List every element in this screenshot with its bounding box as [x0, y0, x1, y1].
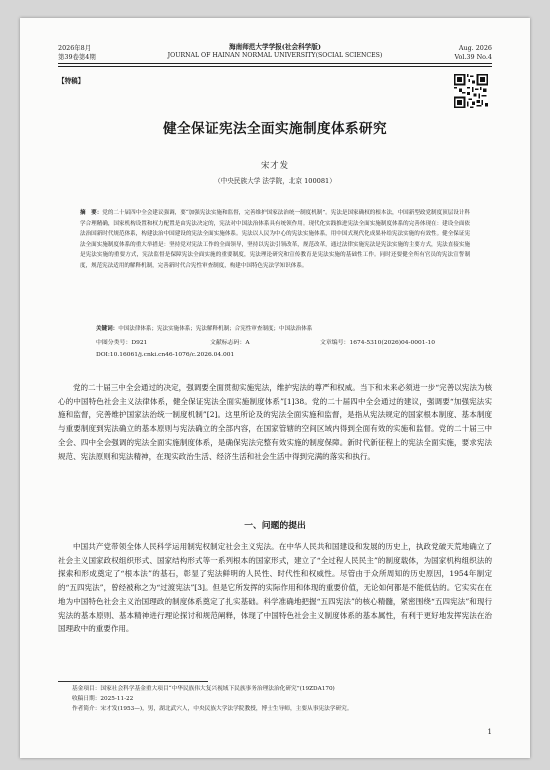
abstract [80, 208, 470, 272]
volume-issue: 第39卷第4期 [58, 53, 96, 61]
article-title: 健全保证宪法全面实施制度体系研究 [163, 121, 387, 137]
issue-date: 2026年8月 [58, 44, 92, 52]
volume-issue-en: Vol.39 No.4 [454, 53, 492, 61]
doi: DOI:10.16061/j.cnki.cn46-1076/c.2026.04.001 [96, 352, 235, 358]
keywords [96, 324, 470, 334]
column-tag: 【特稿】 [58, 77, 85, 85]
article-number: 文章编号：1674-5310(2026)04-0001-10 [320, 340, 435, 346]
footnote-fund: 基金项目：国家社会科学基金重大项目“中华民族伟大复兴视域下民族事务治理法治化研究”(19ZDA170) [72, 686, 335, 692]
header-rule-thin [58, 66, 492, 67]
keywords-label: 关键词： [96, 326, 119, 332]
footnote-author: 作者简介：宋才发(1953—)，男，湖北武穴人，中央民族大学法学院教授，博士生导师，主要从事宪法学研究。 [72, 706, 353, 712]
header-right [454, 44, 492, 62]
keywords-text: 中国法律体系；宪法实施体系；宪法解释机制；合宪性审查制度；中国法治体系 [118, 326, 313, 332]
section-paragraph: 中国共产党带领全体人民科学运用制宪权制定社会主义宪法。在中华人民共和国建设和发展的历史上，执政党破天荒地确立了社会主义国家政权组织形式、国家结构形式等一系列根本的国家形式，建立了“全过程人民民主”的制度载体，为国家机构组织法的探索和形成奠定了“根本法”的基石，彰显了宪法鲜明的人民性、时代性和权威性。尽管由于众所周知的历史原因，1954年制定的“五四宪法”，曾经被称之为“过渡宪法”[3]。但是它所发挥的实际作用和体现的重要价值，无论如何都是不能低估的。它实实在在地为中国特色社会主义治国理政的制度体系奠定了扎实基础。科学准确地把握“五四宪法”的核心精髓，紧密围绕“五四宪法”和现行宪法的基本原则、基本精神进行理论探讨和规范阐释，体现了中国特色社会主义制度体系的基本属性，有利于更好地发挥宪法在治国理政中的重要作用。 [58, 542, 492, 634]
section-heading: 一、问题的提出 [244, 521, 306, 531]
abstract-text: 党的二十届四中全会建议强调，要“加强宪法实施和监督，完善维护国家法治统一制度机制”。宪法是国家确权的根本法，中国新型政党制度顶层设计科学合理精确，国家机构设置和权力配置是由宪法决定的，宪法对中国法治体系具有统领作用。现代化实践推进宪法全面实施制度体系的完善体现在：建设全面依法治国新时代规范体系，构建法治中国建设的宪法全面实施体系。宪法以人民为中心的宪法实施体系，用中国式现代化成果补给宪法实施的有效性。健全保证宪法全面实施制度体系的重大举措是：坚持党对宪法工作的全面领导，坚持以宪法引领改革，规范改革，通过法律实施宪法是宪法实施的主要方式，宪法直接实施是宪法实施的重要方式，宪法监督是保障宪法全面实施的重要制度，宪法理论研究和宣传教育是宪法实施的基础性工作。同时还要健全所有官员的宪法宣誓制度，规范宪法适用的解释机制，完善新时代合宪性审查制度，构建中国特色宪法学知识体系。 [80, 210, 470, 269]
intro-paragraph: 党的二十届三中全会通过的决定，强调要全面贯彻实施宪法，维护宪法的尊严和权威。当下和未来必须进一步“完善以宪法为核心的中国特色社会主义法律体系，健全保证宪法全面实施制度体系”[1]38。党的二十届四中全会通过的建议，强调要“加强宪法实施和监督，完善维护国家法治统一制度机制”[2]。这里所论及的宪法全面实施和监督，是指从宪法规定的国家根本制度、基本制度与重要制度到宪法确立的基本原则与宪法确立的全部内容，在国家管辖的空间区域内得到全面有效的实施和监督。党的二十届三中全会、四中全会强调的宪法全面实施制度体系，是确保宪法完整有效实施的制度保障。新时代新征程上的宪法全面实施，要求宪法规范、宪法原则和宪法精神，在现实政治生活、经济生活和社会生活中得到完满的落实和执行。 [58, 383, 492, 461]
page-number: 1 [487, 728, 492, 736]
header-rule [58, 63, 492, 64]
author-affiliation: （中央民族大学 法学院，北京 100081） [214, 177, 336, 185]
clc-number: 中图分类号：D921 [96, 340, 148, 346]
journal-name-en: JOURNAL OF HAINAN NORMAL UNIVERSITY(SOCIAL SCIENCES) [167, 51, 383, 59]
journal-page [20, 18, 530, 758]
author-name: 宋才发 [260, 160, 290, 170]
footnote-rule [58, 681, 208, 682]
footnote-received: 收稿日期：2025-11-22 [72, 696, 134, 702]
document-code: 文献标志码：A [210, 340, 250, 346]
issue-date-en: Aug. 2026 [458, 44, 492, 52]
abstract-label: 摘 要： [80, 210, 103, 216]
qr-code-icon [454, 74, 488, 108]
journal-name-cn: 海南师范大学学报(社会科学版) [229, 43, 321, 51]
